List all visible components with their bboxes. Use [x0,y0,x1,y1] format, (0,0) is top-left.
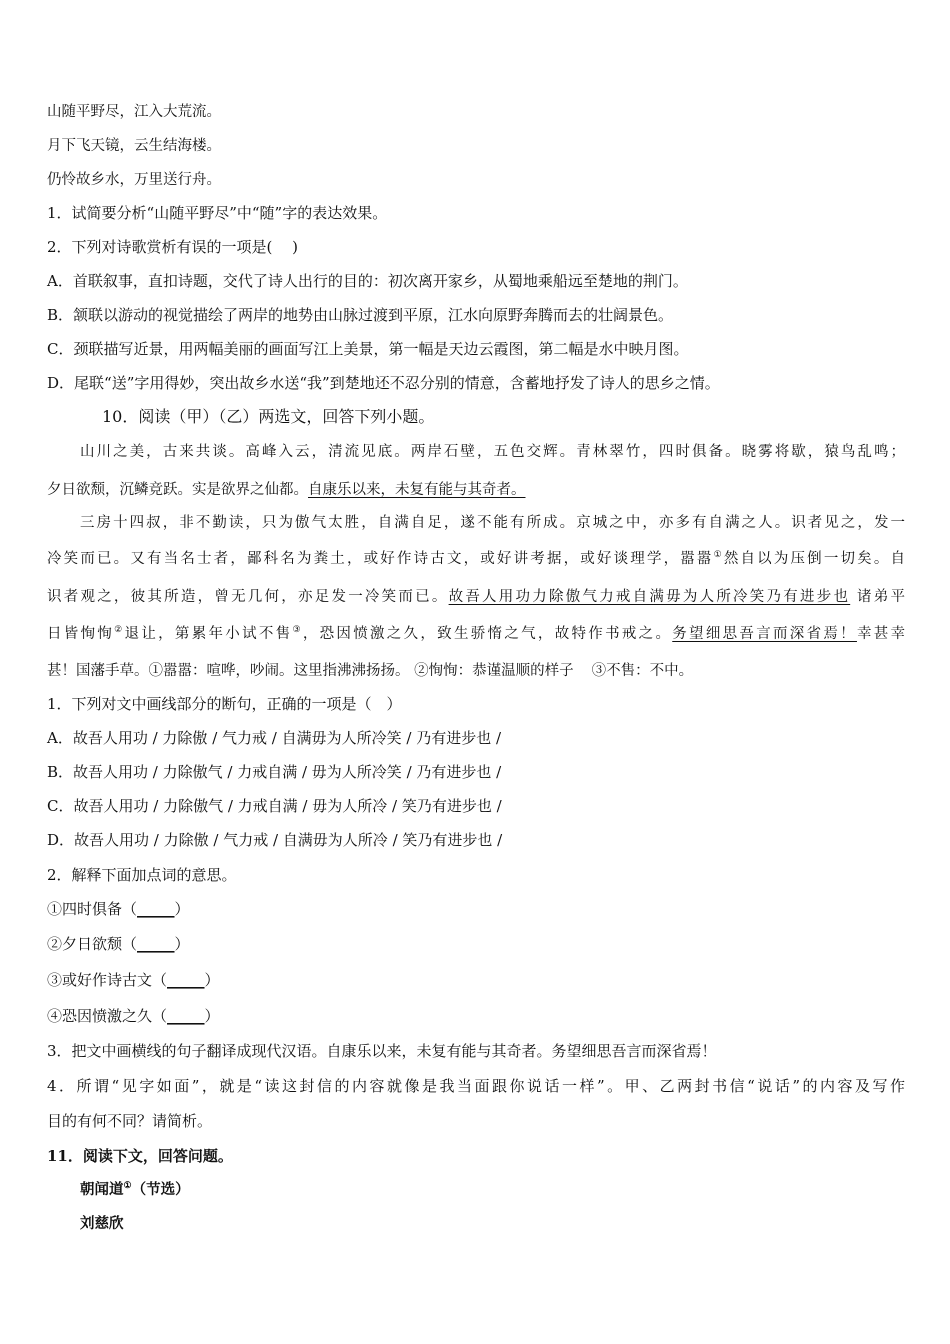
q10-sub4-line-2: 目的有何不同？请简析。 [47,1112,213,1130]
passage-yi-line-2: 冷笑而已。又有当名士者，鄙科名为粪土，或好作诗古文，或好讲考据，或好谈理学，嚣嚣①然自以为压倒一切矣。自 [47,550,905,567]
q10-sub2: 2．解释下面加点词的意思。 [47,866,237,884]
q9-option-a: A．首联叙事，直扣诗题，交代了诗人出行的目的：初次离开家乡，从蜀地乘船远至楚地的荆门。 [47,272,688,290]
footnote-mark-3: ③ [292,625,303,635]
passage-jia-line-1: 山川之美，古来共谈。高峰入云，清流见底。两岸石壁，五色交辉。青林翠竹，四时俱备。晓雾将歇，猿鸟乱鸣； [80,444,905,460]
q9-option-b: B．颔联以游动的视觉描绘了两岸的地势由山脉过渡到平原，江水向原野奔腾而去的壮阔景色。 [47,306,674,324]
passage-jia-line-2 [47,480,526,500]
q9-item-1: 1．试简要分析“山随平野尽”中“随”字的表达效果。 [47,204,388,222]
q10-sub1-option-d: D．故吾人用功 / 力除傲 / 气力戒 / 自满毋为人所冷 / 笑乃有进步也 / [47,831,503,849]
answer-blank[interactable]: _____ [137,935,175,953]
q10-sub2-item-4: ④恐因愤激之久（_____） [47,1007,220,1025]
q10-sub2-item-3: ③或好作诗古文（_____） [47,971,220,989]
passage-jia-text: 夕日欲颓，沉鳞竞跃。实是欲界之仙都。 [47,482,308,498]
q10-sub1-option-a: A．故吾人用功 / 力除傲 / 气力戒 / 自满毋为人所冷笑 / 乃有进步也 / [47,729,502,747]
underlined-sentence-3: 务望细思吾言而深省焉！ [672,626,857,642]
q10-sub1: 1．下列对文中画线部分的断句，正确的一项是（ ） [47,695,402,713]
q9-item-2: 2．下列对诗歌赏析有误的一项是( ) [47,238,299,256]
passage-yi-line-4: 日皆恂恂②退让，第累年小试不售③，恐因愤激之久，致生骄惰之气，故特作书戒之。务望细思吾言而深省焉！幸甚幸 [47,625,906,642]
footnote-mark-4: ① [123,1181,132,1191]
q10-sub2-item-1: ①四时俱备（_____） [47,900,190,918]
q10-sub3: 3．把文中画横线的句子翻译成现代汉语。自康乐以来，未复有能与其奇者。务望细思吾言而深省焉！ [47,1042,717,1060]
answer-blank[interactable]: _____ [137,900,175,918]
answer-blank[interactable]: _____ [167,971,205,989]
underlined-sentence-2: 故吾人用功力除傲气力戒自满毋为人所冷笑乃有进步也 [448,589,851,605]
q11-title: 朝闻道①（节选） [80,1181,190,1198]
underlined-sentence-1: 自康乐以来，未复有能与其奇者。 [308,482,526,498]
q10-sub1-option-c: C．故吾人用功 / 力除傲气 / 力戒自满 / 毋为人所冷 / 笑乃有进步也 / [47,797,502,815]
passage-yi-footnotes: 甚！国藩手草。①嚣嚣：喧哗，吵闹。这里指沸沸扬扬。 ②恂恂：恭谨温顺的样子 ③不售：不中。 [47,663,694,679]
passage-yi-line-1: 三房十四叔，非不勤读，只为傲气太胜，自满自足，遂不能有所成。京城之中，亦多有自满之人。识者见之，发一 [80,515,905,531]
q10-sub4-line-1: 4．所谓“见字如面”，就是“读这封信的内容就像是我当面跟你说话一样”。甲、乙两封书信“说话”的内容及写作 [47,1077,905,1095]
footnote-mark-2: ② [114,625,125,635]
poem-line-3: 仍怜故乡水，万里送行舟。 [47,172,221,188]
poem-line-2: 月下飞天镜，云生结海楼。 [47,138,221,154]
q10-sub2-item-2: ②夕日欲颓（_____） [47,935,190,953]
q10-heading: 10．阅读（甲）（乙）两选文，回答下列小题。 [102,407,435,426]
q10-sub1-option-b: B．故吾人用功 / 力除傲气 / 力戒自满 / 毋为人所冷笑 / 乃有进步也 / [47,763,502,781]
q11-heading: 11．阅读下文，回答问题。 [47,1147,233,1165]
footnote-mark-1: ① [713,550,724,560]
q9-option-d: D．尾联“送”字用得妙，突出故乡水送“我”到楚地还不忍分别的情意，含蓄地抒发了诗人的思乡之情。 [47,374,720,392]
q9-option-c: C．颈联描写近景，用两幅美丽的画面写江上美景，第一幅是天边云霞图，第二幅是水中映月图。 [47,340,689,358]
answer-blank[interactable]: _____ [167,1007,205,1025]
q11-author: 刘慈欣 [80,1215,124,1232]
passage-yi-line-3: 识者观之，彼其所造，曾无几何，亦足发一冷笑而已。故吾人用功力除傲气力戒自满毋为人所冷笑乃有进步也 诸弟平 [47,589,905,605]
poem-line-1: 山随平野尽，江入大荒流。 [47,104,221,120]
